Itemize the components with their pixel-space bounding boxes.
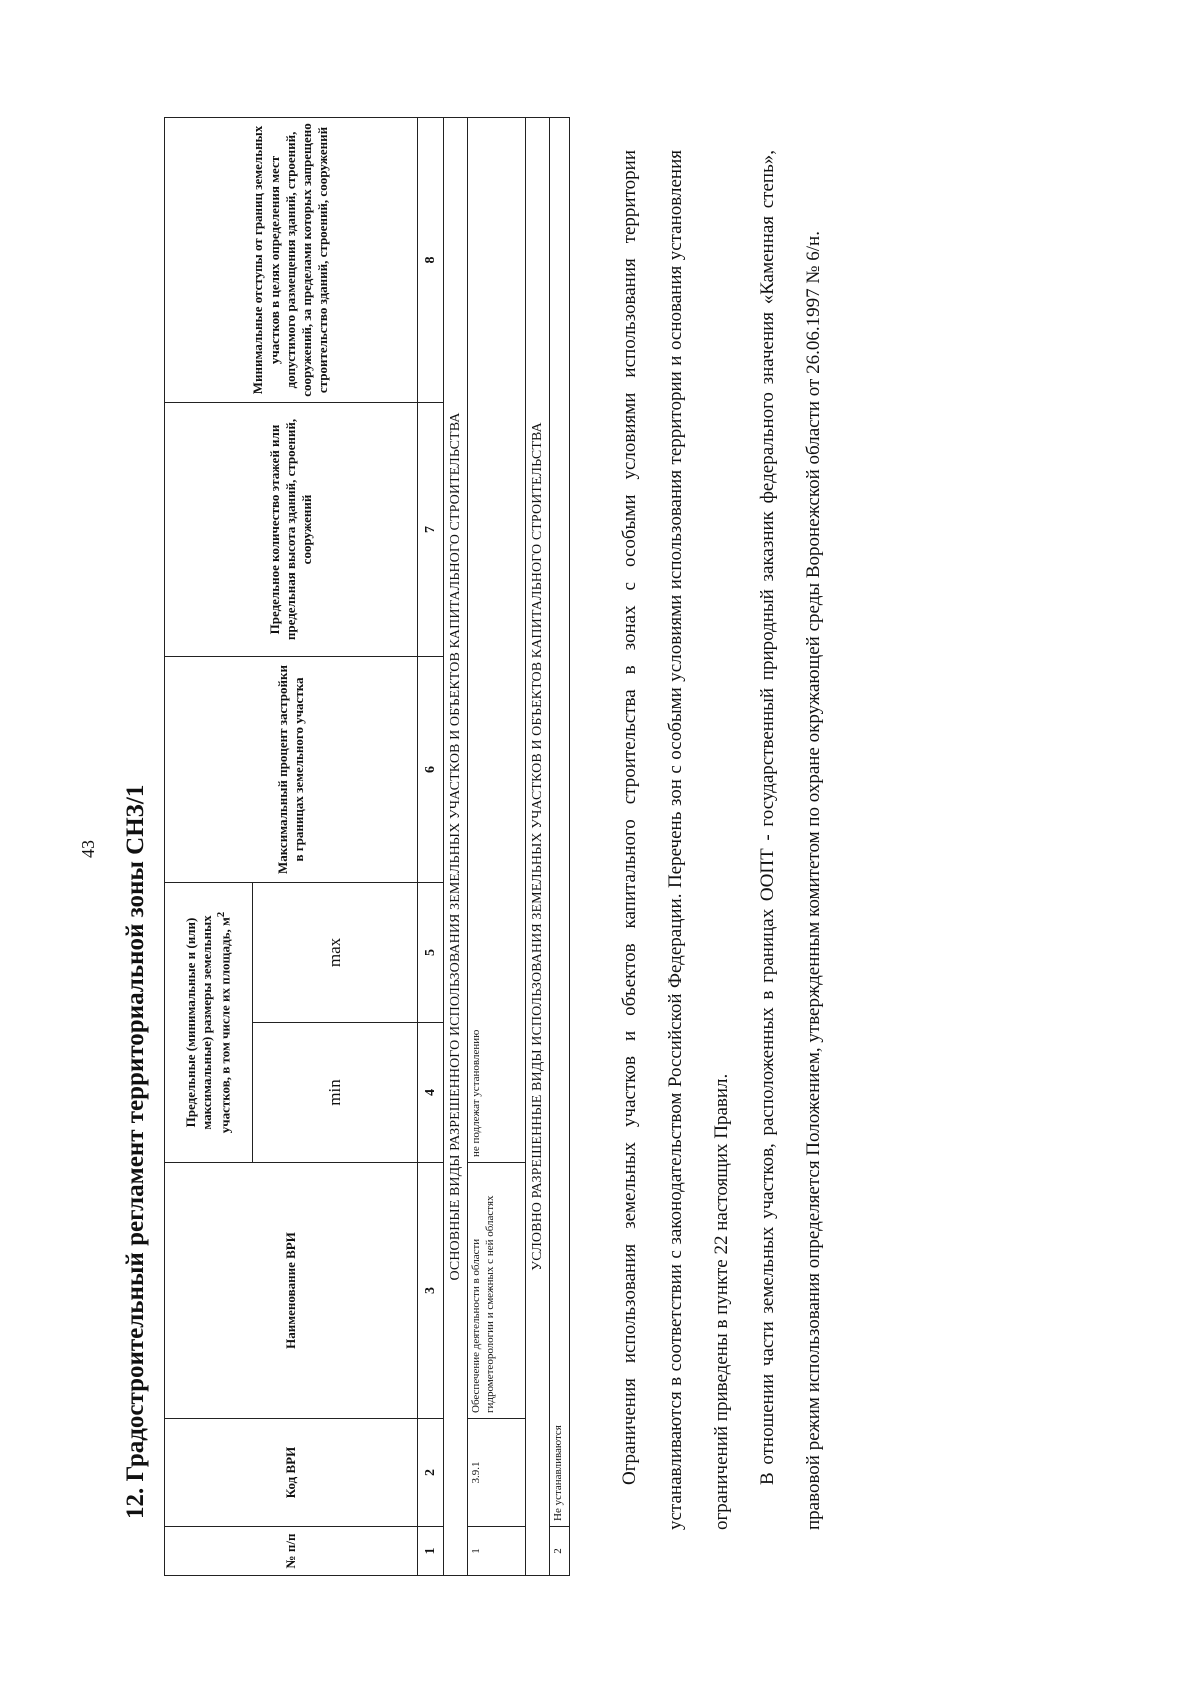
column-number: 3 xyxy=(418,1163,444,1419)
section-main-label: ОСНОВНЫЕ ВИДЫ РАЗРЕШЕННОГО ИСПОЛЬЗОВАНИЯ ЗЕМЕЛЬНЫХ УЧАСТКОВ И ОБЪЕКТОВ КАПИТАЛЬНОГО СТРОИТЕЛЬСТВА xyxy=(444,118,468,1576)
column-number-row xyxy=(418,118,444,1576)
column-number: 4 xyxy=(418,1023,444,1163)
size-limits-text: Предельные (минимальные и (или) максимальные) размеры земельных участков, в том числе их площадь, м xyxy=(182,915,233,1134)
page-number: 43 xyxy=(78,840,98,858)
row-number: 1 xyxy=(468,1527,526,1576)
column-number: 5 xyxy=(418,883,444,1023)
column-number: 6 xyxy=(418,657,444,883)
table-row xyxy=(468,118,526,1576)
header-max-percent: Максимальный процент застройки в границах земельного участка xyxy=(165,657,418,883)
table-row xyxy=(550,118,570,1576)
header-name: Наименование ВРИ xyxy=(165,1163,418,1419)
header-min: min xyxy=(253,1023,418,1163)
column-number: 7 xyxy=(418,403,444,657)
zoning-regulation-table xyxy=(164,117,570,1576)
row-name: Обеспечение деятельности в области гидрометеорологии и смежных с ней областях xyxy=(468,1163,526,1419)
paragraph: Ограничения использования земельных участков и объектов капитального строительства в зонах с особыми условиями использования территории устанавливаются в соответствии с законодательством Российской Федерации. Перечень зон с особыми условиями использования территории и основания установления ограничений приведены в пункте 22 настоящих Правил. xyxy=(619,150,732,1530)
header-code: Код ВРИ xyxy=(165,1419,418,1527)
header-number: № п/п xyxy=(165,1527,418,1576)
body-text xyxy=(607,150,837,1530)
header-size-limits xyxy=(165,883,253,1163)
column-number: 2 xyxy=(418,1419,444,1527)
section-row-conditional xyxy=(526,118,550,1576)
section-row-main xyxy=(444,118,468,1576)
row-value: не подлежат установлению xyxy=(468,118,526,1163)
header-max: max xyxy=(253,883,418,1023)
header-floors: Предельное количество этажей или предельная высота зданий, строений, сооружений xyxy=(165,403,418,657)
row-number: 2 xyxy=(550,1527,570,1576)
header-setbacks: Минимальные отступы от границ земельных участков в целях определения мест допустимого размещения зданий, строений, сооружений, за пределами которых запрещено строительство зданий, строений, сооружений xyxy=(165,118,418,403)
paragraph: В отношении части земельных участков, расположенных в границах ООПТ - государственный природный заказник федерального значения «Каменная степь», правовой режим использования определяется Положением, утвержденным комитетом по охране окружающей среды Воронежской области от 26.06.1997 № 6/н. xyxy=(757,150,824,1530)
section-heading: 12. Градостроительный регламент территориальной зоны СНЗ/1 xyxy=(122,784,149,1519)
row-text: Не устанавливаются xyxy=(550,118,570,1527)
size-unit-superscript: 2 xyxy=(215,911,228,918)
row-code: 3.9.1 xyxy=(468,1419,526,1527)
column-number: 8 xyxy=(418,118,444,403)
column-number: 1 xyxy=(418,1527,444,1576)
section-conditional-label: УСЛОВНО РАЗРЕШЕННЫЕ ВИДЫ ИСПОЛЬЗОВАНИЯ ЗЕМЕЛЬНЫХ УЧАСТКОВ И ОБЪЕКТОВ КАПИТАЛЬНОГО СТРОИТЕЛЬСТВА xyxy=(526,118,550,1576)
